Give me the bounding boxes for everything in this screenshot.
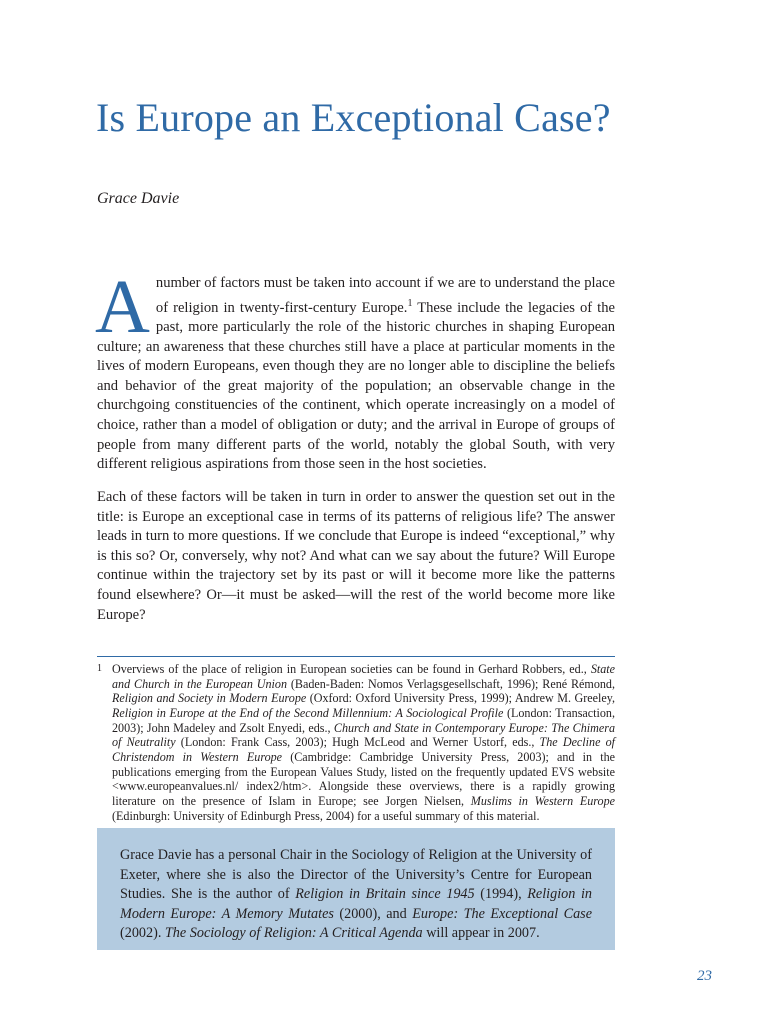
footnote-text <box>112 662 615 823</box>
paragraph-text-continued: These include the legacies of the past, more particularly the role of the historic churches in shaping European culture; an awareness that these churches still have a place at particular moments in the lives of modern Europeans, even though they are no longer able to discipline the beliefs and behavior of the great majority of the population; an observable change in the churchgoing constituencies of the continent, which operate increasingly on a model of choice, rather than a model of obligation or duty; and the arrival in Europe of groups of people from many different parts of the world, notably the global South, with very different religious aspirations from those seen in the host societies. <box>97 299 615 473</box>
text-segment: Overviews of the place of religion in European societies can be found in Gerhard Robbers, ed., <box>112 662 591 676</box>
text-segment: (London: Transaction, 2003); John Madeley and Zsolt Enyedi, eds., <box>112 705 615 735</box>
text-segment: (Cambridge: Cambridge University Press, 2003); and in the publications emerging from the European Values Study, listed on the frequently updated EVS website <www.europeanvalues.nl/ index2/htm>. Alongside these overviews, there is a rapidly growing literature on the presence of Islam in Europe; see Jorgen Nielsen, <box>112 749 615 808</box>
italic-title: Religion in Europe at the End of the Second Millennium: A Sociological Profile <box>112 705 504 720</box>
text-segment: (Oxford: Oxford University Press, 1999); Andrew M. Greeley, <box>306 691 615 706</box>
body-paragraph-1 <box>95 265 615 475</box>
text-segment: (London: Frank Cass, 2003); Hugh McLeod and Werner Ustorf, eds., <box>175 735 540 750</box>
italic-title: Religion in Britain since 1945 <box>295 886 475 902</box>
text-segment: (2002). <box>120 925 165 941</box>
text-segment: Grace Davie has a personal Chair in the Sociology of Religion at the University of Exeter, where she is also the Director of the University’s Centre for European Studies. She is the author of <box>120 847 592 902</box>
article-title: Is Europe an Exceptional Case? <box>96 95 611 140</box>
italic-title: Muslims in Western Europe <box>470 793 616 808</box>
italic-title: The Sociology of Religion: A Critical Agenda <box>164 925 423 941</box>
paragraph-text: number of factors must be taken into account if we are to understand the place of religion in twenty-first-century Europe. <box>155 275 615 316</box>
drop-cap: A <box>95 265 150 349</box>
italic-title: Church and State in Contemporary Europe: The Chimera of Neutrality <box>112 720 615 750</box>
italic-title: Religion in Modern Europe: A Memory Mutates <box>120 886 593 922</box>
italic-title: Religion and Society in Modern Europe <box>112 691 307 706</box>
text-segment: (1994), <box>474 886 528 902</box>
author-bio-box <box>97 828 615 950</box>
body-paragraph-2: Each of these factors will be taken in turn in order to answer the question set out in the title: is Europe an exceptional case in terms of its patterns of religious life? The answer leads in turn to more questions. If we conclude that Europe is indeed “exceptional,” why is this so? Or, conversely, why not? And what can we say about the future? Will Europe continue within the trajectory set by its past or will it become more like the patterns found elsewhere? Or—it must be asked—will the rest of the world become more like Europe? <box>97 489 615 623</box>
author-name: Grace Davie <box>97 190 180 207</box>
text-segment: (Baden-Baden: Nomos Verlagsgesellschaft, 1996); René Rémond, <box>287 676 615 691</box>
italic-title: State and Church in the European Union <box>112 662 615 691</box>
italic-title: Europe: The Exceptional Case <box>412 905 593 922</box>
footnote-reference[interactable]: 1 <box>407 297 413 309</box>
text-segment: (Edinburgh: University of Edinburgh Press, 2004) for a useful summary of this material. <box>112 808 540 823</box>
footnote <box>97 662 615 823</box>
italic-title: The Decline of Christendom in Western Europe <box>112 735 616 764</box>
footnote-mark: 1 <box>97 663 102 674</box>
page-number: 23 <box>697 968 712 984</box>
footnote-divider <box>97 656 615 657</box>
text-segment: will appear in 2007. <box>422 925 540 941</box>
text-segment: (2000), and <box>333 905 413 922</box>
